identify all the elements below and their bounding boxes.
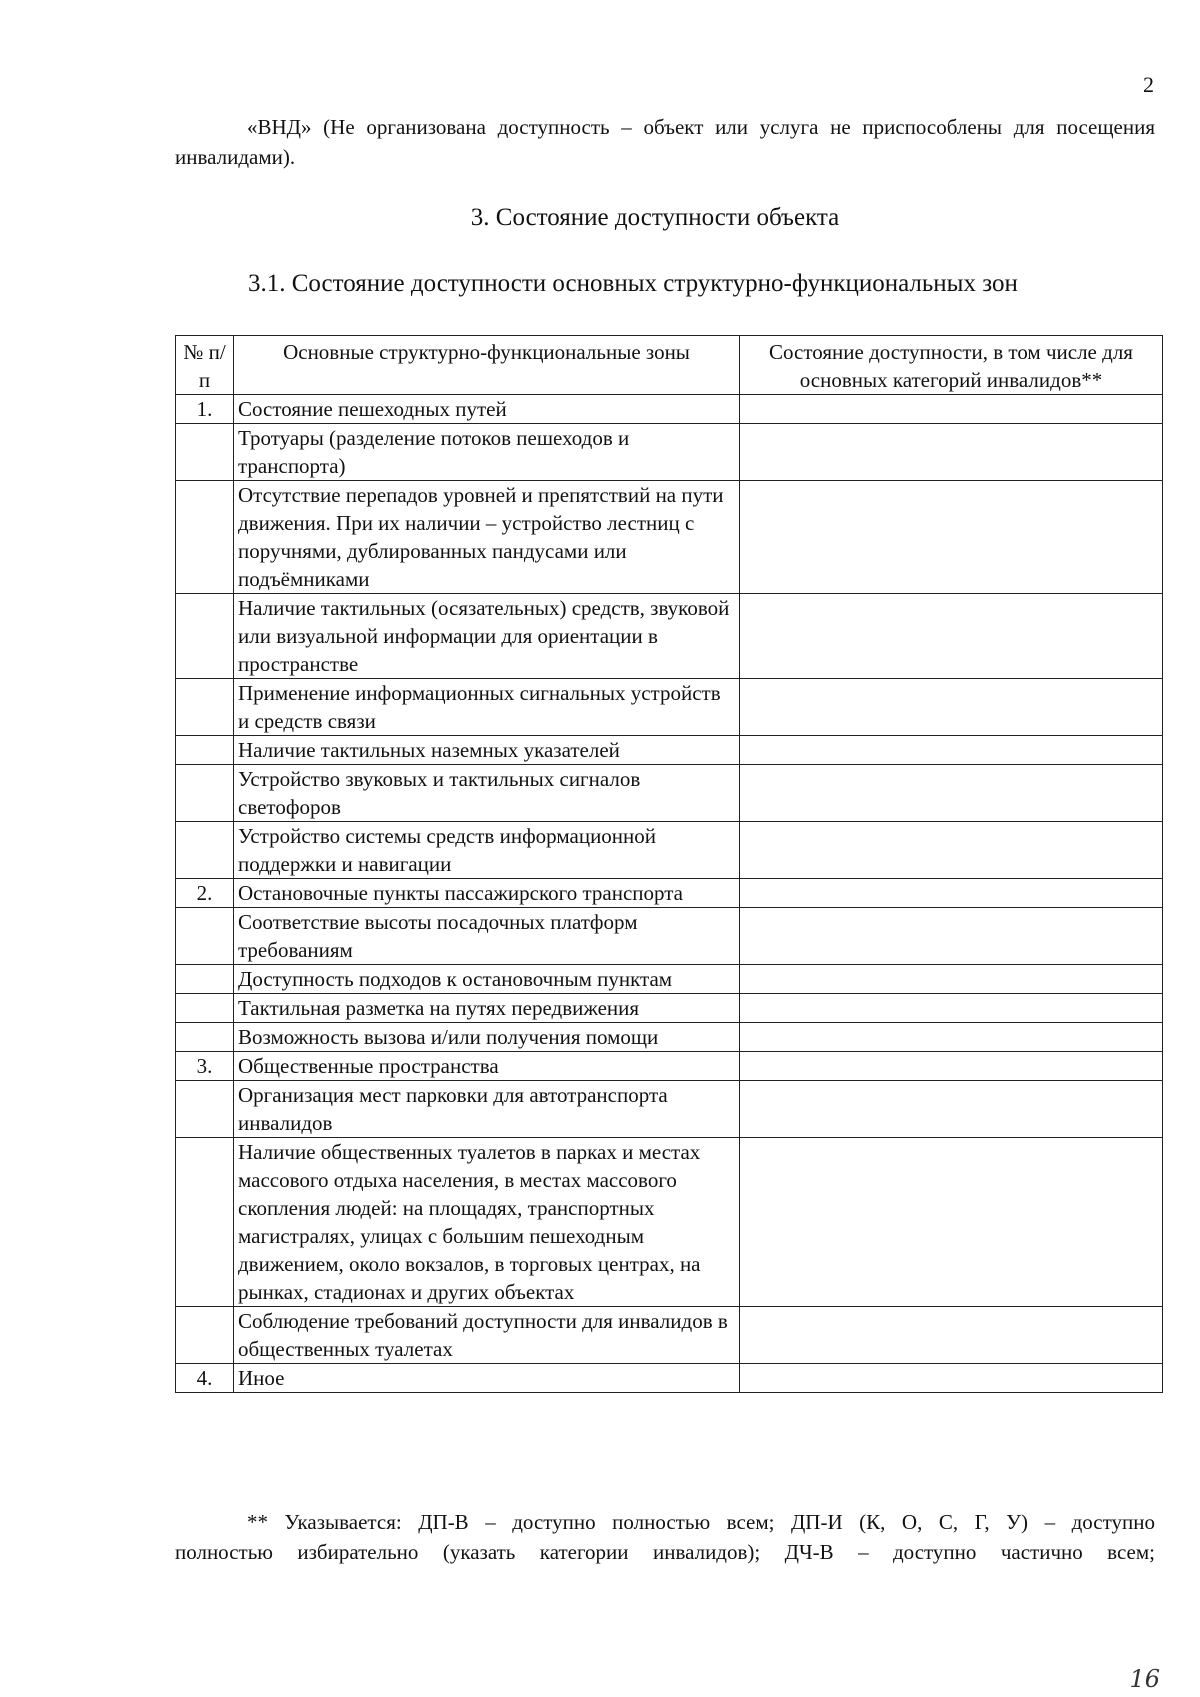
row-status-cell	[740, 994, 1163, 1023]
row-num-cell	[176, 1138, 234, 1307]
table-row	[176, 965, 1163, 994]
row-status-cell	[740, 1023, 1163, 1052]
row-status-cell	[740, 736, 1163, 765]
table-row	[176, 1052, 1163, 1081]
row-num-cell	[176, 1023, 234, 1052]
row-status-cell	[740, 594, 1163, 679]
row-status-cell	[740, 1138, 1163, 1307]
table-row	[176, 424, 1163, 481]
row-status-cell	[740, 1052, 1163, 1081]
row-status-cell	[740, 1364, 1163, 1393]
row-num-cell: 1.	[176, 395, 234, 424]
row-zone-cell: Возможность вызова и/или получения помощи	[234, 1023, 740, 1052]
table-row	[176, 736, 1163, 765]
table-row	[176, 908, 1163, 965]
row-num-cell	[176, 481, 234, 594]
row-status-cell	[740, 424, 1163, 481]
row-zone-cell: Наличие тактильных (осязательных) средств, звуковой или визуальной информации для ориентации в пространстве	[234, 594, 740, 679]
row-num-cell	[176, 1081, 234, 1138]
header-zone: Основные структурно-функциональные зоны	[234, 336, 740, 395]
handwritten-page-mark: 16	[1129, 1665, 1160, 1693]
footnote-line-2: полностью избирательно (указать категории инвалидов); ДЧ-В – доступно частично всем;	[175, 1540, 1155, 1564]
row-num-cell	[176, 765, 234, 822]
header-num: № п/п	[176, 336, 234, 395]
row-zone-cell: Остановочные пункты пассажирского транспорта	[234, 879, 740, 908]
row-zone-cell: Общественные пространства	[234, 1052, 740, 1081]
row-num-cell: 4.	[176, 1364, 234, 1393]
table-header-row	[176, 336, 1163, 395]
row-num-cell	[176, 965, 234, 994]
row-num-cell	[176, 424, 234, 481]
row-zone-cell: Отсутствие перепадов уровней и препятствий на пути движения. При их наличии – устройство лестниц с поручнями, дублированных пандусами или подъёмниками	[234, 481, 740, 594]
row-num-cell	[176, 736, 234, 765]
header-status: Состояние доступности, в том числе для основных категорий инвалидов**	[740, 336, 1163, 395]
table-row	[176, 1307, 1163, 1364]
row-zone-cell: Соответствие высоты посадочных платформ требованиям	[234, 908, 740, 965]
row-zone-cell: Состояние пешеходных путей	[234, 395, 740, 424]
row-zone-cell: Наличие общественных туалетов в парках и местах массового отдыха населения, в местах массового скопления людей: на площадях, транспортных магистралях, улицах с большим пешеходным движением, около вокзалов, в торговых центрах, на рынках, стадионах и других объектах	[234, 1138, 740, 1307]
row-num-cell	[176, 822, 234, 879]
row-zone-cell: Доступность подходов к остановочным пунктам	[234, 965, 740, 994]
table-row	[176, 879, 1163, 908]
footnote	[175, 1507, 1155, 1567]
table-row	[176, 481, 1163, 594]
row-status-cell	[740, 1081, 1163, 1138]
table-row	[176, 594, 1163, 679]
row-zone-cell: Тротуары (разделение потоков пешеходов и транспорта)	[234, 424, 740, 481]
table-row	[176, 1023, 1163, 1052]
intro-paragraph: «ВНД» (Не организована доступность – объект или услуга не приспособлены для посещения инвалидами).	[175, 115, 1155, 169]
subsection-title: 3.1. Состояние доступности основных структурно-функциональных зон	[248, 270, 1018, 297]
row-zone-cell: Устройство системы средств информационной поддержки и навигации	[234, 822, 740, 879]
accessibility-zones-table	[175, 335, 1163, 1393]
table-row	[176, 994, 1163, 1023]
table-row	[176, 395, 1163, 424]
row-zone-cell: Наличие тактильных наземных указателей	[234, 736, 740, 765]
row-num-cell: 3.	[176, 1052, 234, 1081]
row-num-cell: 2.	[176, 879, 234, 908]
row-status-cell	[740, 879, 1163, 908]
row-num-cell	[176, 594, 234, 679]
row-num-cell	[176, 1307, 234, 1364]
table-row	[176, 765, 1163, 822]
table-body	[176, 395, 1163, 1393]
row-zone-cell: Иное	[234, 1364, 740, 1393]
row-zone-cell: Применение информационных сигнальных устройств и средств связи	[234, 679, 740, 736]
row-status-cell	[740, 908, 1163, 965]
table-row	[176, 1081, 1163, 1138]
row-status-cell	[740, 965, 1163, 994]
page-number: 2	[1143, 72, 1154, 97]
footnote-line-1: ** Указывается: ДП-В – доступно полностью всем; ДП-И (К, О, С, Г, У) – доступно	[247, 1510, 1155, 1534]
row-num-cell	[176, 908, 234, 965]
section-title: 3. Состояние доступности объекта	[470, 204, 840, 231]
table-row	[176, 679, 1163, 736]
row-status-cell	[740, 765, 1163, 822]
row-zone-cell: Организация мест парковки для автотранспорта инвалидов	[234, 1081, 740, 1138]
table-row	[176, 1138, 1163, 1307]
row-status-cell	[740, 822, 1163, 879]
row-zone-cell: Устройство звуковых и тактильных сигналов светофоров	[234, 765, 740, 822]
row-status-cell	[740, 395, 1163, 424]
table-row	[176, 822, 1163, 879]
row-num-cell	[176, 679, 234, 736]
row-num-cell	[176, 994, 234, 1023]
row-status-cell	[740, 679, 1163, 736]
row-zone-cell: Соблюдение требований доступности для инвалидов в общественных туалетах	[234, 1307, 740, 1364]
row-status-cell	[740, 1307, 1163, 1364]
table-row	[176, 1364, 1163, 1393]
row-zone-cell: Тактильная разметка на путях передвижения	[234, 994, 740, 1023]
row-status-cell	[740, 481, 1163, 594]
